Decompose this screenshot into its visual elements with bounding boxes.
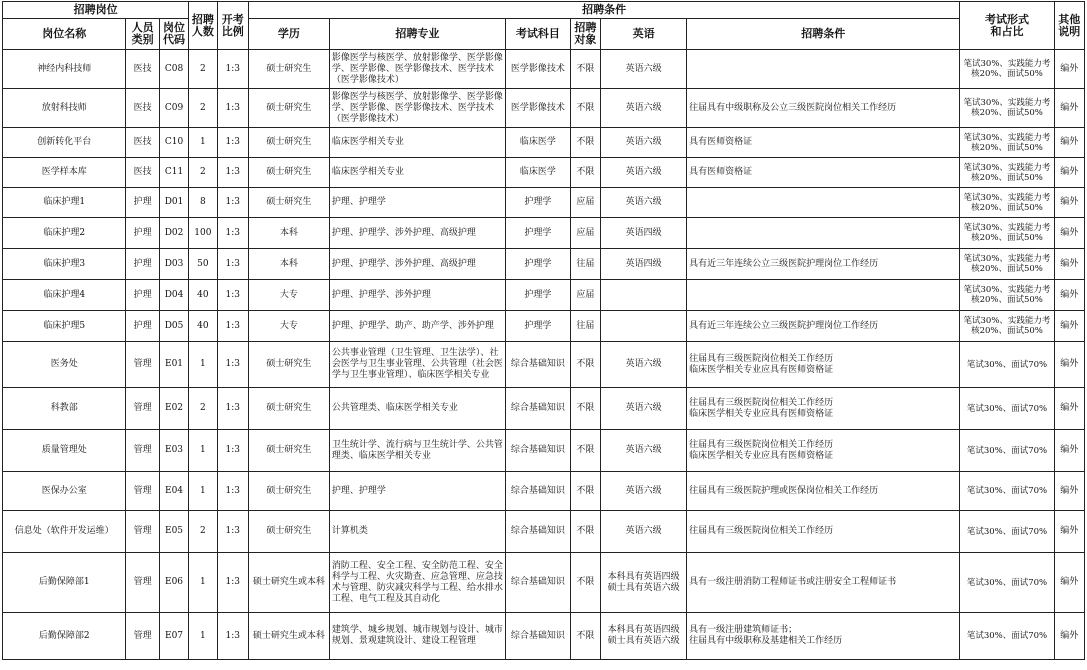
hire-count-cell: 1 [189, 472, 217, 511]
education-cell: 大专 [248, 311, 329, 342]
post-name-cell: 临床护理2 [3, 218, 126, 249]
exam-form-cell: 笔试30%、面试70% [960, 342, 1054, 388]
exam-subject-cell: 护理学 [505, 188, 570, 218]
header-education: 学历 [248, 19, 329, 50]
exam-subject-cell: 综合基础知识 [505, 430, 570, 472]
staff-type-cell: 管理 [126, 472, 159, 511]
hire-count-cell: 100 [189, 218, 217, 249]
target-cell: 往届 [570, 249, 600, 280]
header-other: 其他 说明 [1054, 2, 1084, 50]
target-cell: 不限 [570, 553, 600, 613]
hire-count-cell: 8 [189, 188, 217, 218]
hire-count-cell: 1 [189, 613, 217, 660]
english-cell: 英语六级 [601, 50, 687, 89]
other-cell: 编外 [1054, 89, 1084, 128]
exam-ratio-cell: 1:3 [217, 158, 248, 188]
exam-subject-cell: 综合基础知识 [505, 553, 570, 613]
education-cell: 硕士研究生 [248, 342, 329, 388]
hire-count-cell: 1 [189, 430, 217, 472]
target-cell: 应届 [570, 218, 600, 249]
exam-ratio-cell: 1:3 [217, 613, 248, 660]
table-row [3, 50, 1085, 89]
post-code-cell: E03 [159, 430, 188, 472]
staff-type-cell: 管理 [126, 342, 159, 388]
post-code-cell: D05 [159, 311, 188, 342]
exam-form-cell: 笔试30%、实践能力考核20%、面试50% [960, 128, 1054, 158]
header-group-post: 招聘岗位 [3, 2, 189, 19]
post-name-cell: 医务处 [3, 342, 126, 388]
other-cell: 编外 [1054, 218, 1084, 249]
requirements-cell: 具有近三年连续公立三级医院护理岗位工作经历 [687, 311, 960, 342]
post-code-cell: E02 [159, 388, 188, 430]
english-cell: 英语四级 [601, 249, 687, 280]
major-cell: 公共事业管理（卫生管理、卫生法学）、社会医学与卫生事业管理、公共管理（社会医学与卫生事业管理）、临床医学相关专业 [329, 342, 505, 388]
english-cell: 本科具有英语四级 硕士具有英语六级 [601, 613, 687, 660]
table-row [3, 158, 1085, 188]
staff-type-cell: 护理 [126, 188, 159, 218]
table-row [3, 218, 1085, 249]
major-cell: 护理、护理学 [329, 472, 505, 511]
staff-type-cell: 医技 [126, 128, 159, 158]
post-name-cell: 信息处（软件开发运维） [3, 511, 126, 553]
requirements-cell [687, 218, 960, 249]
post-code-cell: E04 [159, 472, 188, 511]
table-row [3, 430, 1085, 472]
target-cell: 应届 [570, 280, 600, 311]
other-cell: 编外 [1054, 342, 1084, 388]
post-code-cell: C08 [159, 50, 188, 89]
other-cell: 编外 [1054, 511, 1084, 553]
hire-count-cell: 1 [189, 128, 217, 158]
staff-type-cell: 管理 [126, 388, 159, 430]
exam-form-cell: 笔试30%、面试70% [960, 388, 1054, 430]
table-row [3, 342, 1085, 388]
exam-form-cell: 笔试30%、实践能力考核20%、面试50% [960, 50, 1054, 89]
requirements-cell: 往届具有三级医院岗位相关工作经历 临床医学相关专业应具有医师资格证 [687, 388, 960, 430]
target-cell: 往届 [570, 311, 600, 342]
target-cell: 不限 [570, 158, 600, 188]
exam-form-cell: 笔试30%、面试70% [960, 553, 1054, 613]
header-requirements: 招聘条件 [687, 19, 960, 50]
post-name-cell: 后勤保障部1 [3, 553, 126, 613]
staff-type-cell: 医技 [126, 50, 159, 89]
staff-type-cell: 护理 [126, 249, 159, 280]
education-cell: 大专 [248, 280, 329, 311]
post-name-cell: 临床护理3 [3, 249, 126, 280]
post-code-cell: E07 [159, 613, 188, 660]
target-cell: 不限 [570, 613, 600, 660]
english-cell: 英语六级 [601, 511, 687, 553]
post-code-cell: D03 [159, 249, 188, 280]
requirements-cell: 往届具有三级医院岗位相关工作经历 [687, 511, 960, 553]
post-code-cell: C11 [159, 158, 188, 188]
post-name-cell: 创新转化平台 [3, 128, 126, 158]
exam-ratio-cell: 1:3 [217, 472, 248, 511]
major-cell: 消防工程、安全工程、安全防范工程、安全科学与工程、火灾勘查、应急管理、应急技术与管理、防灾减灾科学与工程、给水排水工程、电气工程及其自动化 [329, 553, 505, 613]
exam-form-cell: 笔试30%、面试70% [960, 430, 1054, 472]
other-cell: 编外 [1054, 50, 1084, 89]
education-cell: 硕士研究生 [248, 128, 329, 158]
exam-subject-cell: 临床医学 [505, 158, 570, 188]
major-cell: 计算机类 [329, 511, 505, 553]
target-cell: 不限 [570, 430, 600, 472]
english-cell: 英语六级 [601, 342, 687, 388]
post-code-cell: D02 [159, 218, 188, 249]
hire-count-cell: 1 [189, 553, 217, 613]
requirements-cell: 往届具有中级职称及公立三级医院岗位相关工作经历 [687, 89, 960, 128]
other-cell: 编外 [1054, 430, 1084, 472]
table-row [3, 613, 1085, 660]
staff-type-cell: 护理 [126, 280, 159, 311]
english-cell: 英语六级 [601, 89, 687, 128]
requirements-cell [687, 50, 960, 89]
other-cell: 编外 [1054, 388, 1084, 430]
english-cell: 英语六级 [601, 128, 687, 158]
target-cell: 不限 [570, 128, 600, 158]
exam-form-cell: 笔试30%、实践能力考核20%、面试50% [960, 218, 1054, 249]
english-cell: 本科具有英语四级 硕士具有英语六级 [601, 553, 687, 613]
table-row [3, 311, 1085, 342]
education-cell: 硕士研究生 [248, 388, 329, 430]
major-cell: 公共管理类、临床医学相关专业 [329, 388, 505, 430]
requirements-cell [687, 280, 960, 311]
major-cell: 护理、护理学 [329, 188, 505, 218]
exam-subject-cell: 综合基础知识 [505, 613, 570, 660]
exam-subject-cell: 综合基础知识 [505, 472, 570, 511]
exam-subject-cell: 护理学 [505, 280, 570, 311]
education-cell: 硕士研究生 [248, 472, 329, 511]
header-target: 招聘 对象 [570, 19, 600, 50]
english-cell: 英语六级 [601, 158, 687, 188]
post-code-cell: D01 [159, 188, 188, 218]
table-row [3, 553, 1085, 613]
post-code-cell: E05 [159, 511, 188, 553]
staff-type-cell: 管理 [126, 511, 159, 553]
hire-count-cell: 2 [189, 388, 217, 430]
other-cell: 编外 [1054, 188, 1084, 218]
education-cell: 硕士研究生 [248, 158, 329, 188]
hire-count-cell: 2 [189, 89, 217, 128]
table-row [3, 188, 1085, 218]
exam-form-cell: 笔试30%、实践能力考核20%、面试50% [960, 89, 1054, 128]
recruitment-table [2, 1, 1085, 660]
post-code-cell: C10 [159, 128, 188, 158]
education-cell: 本科 [248, 218, 329, 249]
exam-ratio-cell: 1:3 [217, 249, 248, 280]
major-cell: 护理、护理学、涉外护理、高级护理 [329, 218, 505, 249]
exam-ratio-cell: 1:3 [217, 388, 248, 430]
header-staff-type: 人员 类别 [126, 19, 159, 50]
header-english: 英语 [601, 19, 687, 50]
english-cell: 英语四级 [601, 218, 687, 249]
target-cell: 不限 [570, 511, 600, 553]
exam-ratio-cell: 1:3 [217, 50, 248, 89]
exam-form-cell: 笔试30%、实践能力考核20%、面试50% [960, 188, 1054, 218]
exam-subject-cell: 护理学 [505, 311, 570, 342]
exam-ratio-cell: 1:3 [217, 553, 248, 613]
education-cell: 硕士研究生或本科 [248, 553, 329, 613]
major-cell: 卫生统计学、流行病与卫生统计学、公共管理类、临床医学相关专业 [329, 430, 505, 472]
exam-subject-cell: 综合基础知识 [505, 388, 570, 430]
table-row [3, 128, 1085, 158]
exam-form-cell: 笔试30%、面试70% [960, 613, 1054, 660]
post-code-cell: C09 [159, 89, 188, 128]
target-cell: 不限 [570, 89, 600, 128]
education-cell: 硕士研究生 [248, 188, 329, 218]
post-code-cell: D04 [159, 280, 188, 311]
hire-count-cell: 50 [189, 249, 217, 280]
major-cell: 建筑学、城乡规划、城市规划与设计、城市规划、景观建筑设计、建设工程管理 [329, 613, 505, 660]
header-major: 招聘专业 [329, 19, 505, 50]
hire-count-cell: 1 [189, 342, 217, 388]
other-cell: 编外 [1054, 158, 1084, 188]
header-hire-count: 招聘 人数 [189, 2, 217, 50]
other-cell: 编外 [1054, 613, 1084, 660]
major-cell: 影像医学与核医学、放射影像学、医学影像学、医学影像、医学影像技术、医学技术（医学影像技术） [329, 50, 505, 89]
english-cell [601, 311, 687, 342]
target-cell: 不限 [570, 342, 600, 388]
exam-subject-cell: 医学影像技术 [505, 50, 570, 89]
exam-ratio-cell: 1:3 [217, 280, 248, 311]
post-name-cell: 临床护理5 [3, 311, 126, 342]
header-post-name: 岗位名称 [3, 19, 126, 50]
staff-type-cell: 管理 [126, 613, 159, 660]
exam-subject-cell: 综合基础知识 [505, 511, 570, 553]
other-cell: 编外 [1054, 472, 1084, 511]
exam-ratio-cell: 1:3 [217, 430, 248, 472]
exam-form-cell: 笔试30%、面试70% [960, 511, 1054, 553]
exam-form-cell: 笔试30%、面试70% [960, 472, 1054, 511]
post-name-cell: 医保办公室 [3, 472, 126, 511]
post-name-cell: 临床护理4 [3, 280, 126, 311]
english-cell [601, 280, 687, 311]
exam-subject-cell: 临床医学 [505, 128, 570, 158]
requirements-cell: 具有医师资格证 [687, 128, 960, 158]
staff-type-cell: 管理 [126, 553, 159, 613]
major-cell: 临床医学相关专业 [329, 158, 505, 188]
post-name-cell: 后勤保障部2 [3, 613, 126, 660]
exam-form-cell: 笔试30%、实践能力考核20%、面试50% [960, 311, 1054, 342]
table-row [3, 89, 1085, 128]
exam-form-cell: 笔试30%、实践能力考核20%、面试50% [960, 280, 1054, 311]
education-cell: 硕士研究生 [248, 89, 329, 128]
requirements-cell: 具有一级注册建筑师证书； 往届具有中级职称及基建相关工作经历 [687, 613, 960, 660]
header-exam-ratio: 开考 比例 [217, 2, 248, 50]
table-row [3, 388, 1085, 430]
target-cell: 应届 [570, 188, 600, 218]
staff-type-cell: 护理 [126, 218, 159, 249]
header-group-conditions: 招聘条件 [248, 2, 960, 19]
english-cell: 英语六级 [601, 388, 687, 430]
education-cell: 硕士研究生或本科 [248, 613, 329, 660]
hire-count-cell: 2 [189, 158, 217, 188]
exam-form-cell: 笔试30%、实践能力考核20%、面试50% [960, 249, 1054, 280]
english-cell: 英语六级 [601, 430, 687, 472]
major-cell: 影像医学与核医学、放射影像学、医学影像学、医学影像、医学影像技术、医学技术（医学影像技术） [329, 89, 505, 128]
exam-ratio-cell: 1:3 [217, 128, 248, 158]
exam-ratio-cell: 1:3 [217, 511, 248, 553]
education-cell: 硕士研究生 [248, 511, 329, 553]
staff-type-cell: 管理 [126, 430, 159, 472]
target-cell: 不限 [570, 472, 600, 511]
education-cell: 本科 [248, 249, 329, 280]
post-name-cell: 质量管理处 [3, 430, 126, 472]
post-code-cell: E06 [159, 553, 188, 613]
major-cell: 护理、护理学、助产、助产学、涉外护理 [329, 311, 505, 342]
major-cell: 临床医学相关专业 [329, 128, 505, 158]
major-cell: 护理、护理学、涉外护理、高级护理 [329, 249, 505, 280]
requirements-cell: 往届具有三级医院护理或医保岗位相关工作经历 [687, 472, 960, 511]
post-name-cell: 放射科技师 [3, 89, 126, 128]
requirements-cell: 具有医师资格证 [687, 158, 960, 188]
other-cell: 编外 [1054, 249, 1084, 280]
other-cell: 编外 [1054, 311, 1084, 342]
table-row [3, 511, 1085, 553]
hire-count-cell: 40 [189, 280, 217, 311]
post-name-cell: 临床护理1 [3, 188, 126, 218]
post-name-cell: 科教部 [3, 388, 126, 430]
header-exam-form: 考试形式 和占比 [960, 2, 1054, 50]
hire-count-cell: 2 [189, 511, 217, 553]
staff-type-cell: 医技 [126, 89, 159, 128]
hire-count-cell: 40 [189, 311, 217, 342]
other-cell: 编外 [1054, 128, 1084, 158]
exam-subject-cell: 医学影像技术 [505, 89, 570, 128]
major-cell: 护理、护理学、涉外护理 [329, 280, 505, 311]
exam-subject-cell: 护理学 [505, 218, 570, 249]
exam-subject-cell: 护理学 [505, 249, 570, 280]
requirements-cell: 往届具有三级医院岗位相关工作经历 临床医学相关专业应具有医师资格证 [687, 430, 960, 472]
requirements-cell: 具有近三年连续公立三级医院护理岗位工作经历 [687, 249, 960, 280]
post-name-cell: 医学样本库 [3, 158, 126, 188]
target-cell: 不限 [570, 388, 600, 430]
exam-ratio-cell: 1:3 [217, 311, 248, 342]
table-row [3, 280, 1085, 311]
education-cell: 硕士研究生 [248, 430, 329, 472]
target-cell: 不限 [570, 50, 600, 89]
requirements-cell: 具有一级注册消防工程师证书或注册安全工程师证书 [687, 553, 960, 613]
other-cell: 编外 [1054, 280, 1084, 311]
english-cell: 英语六级 [601, 188, 687, 218]
table-row [3, 472, 1085, 511]
education-cell: 硕士研究生 [248, 50, 329, 89]
exam-ratio-cell: 1:3 [217, 89, 248, 128]
header-exam-subject: 考试科目 [505, 19, 570, 50]
exam-ratio-cell: 1:3 [217, 218, 248, 249]
exam-ratio-cell: 1:3 [217, 342, 248, 388]
header-post-code: 岗位 代码 [159, 19, 188, 50]
staff-type-cell: 护理 [126, 311, 159, 342]
post-code-cell: E01 [159, 342, 188, 388]
exam-subject-cell: 综合基础知识 [505, 342, 570, 388]
table-row [3, 249, 1085, 280]
english-cell: 英语六级 [601, 472, 687, 511]
requirements-cell: 往届具有三级医院岗位相关工作经历 临床医学相关专业应具有医师资格证 [687, 342, 960, 388]
other-cell: 编外 [1054, 553, 1084, 613]
post-name-cell: 神经内科技师 [3, 50, 126, 89]
exam-form-cell: 笔试30%、实践能力考核20%、面试50% [960, 158, 1054, 188]
staff-type-cell: 医技 [126, 158, 159, 188]
hire-count-cell: 2 [189, 50, 217, 89]
requirements-cell [687, 188, 960, 218]
exam-ratio-cell: 1:3 [217, 188, 248, 218]
